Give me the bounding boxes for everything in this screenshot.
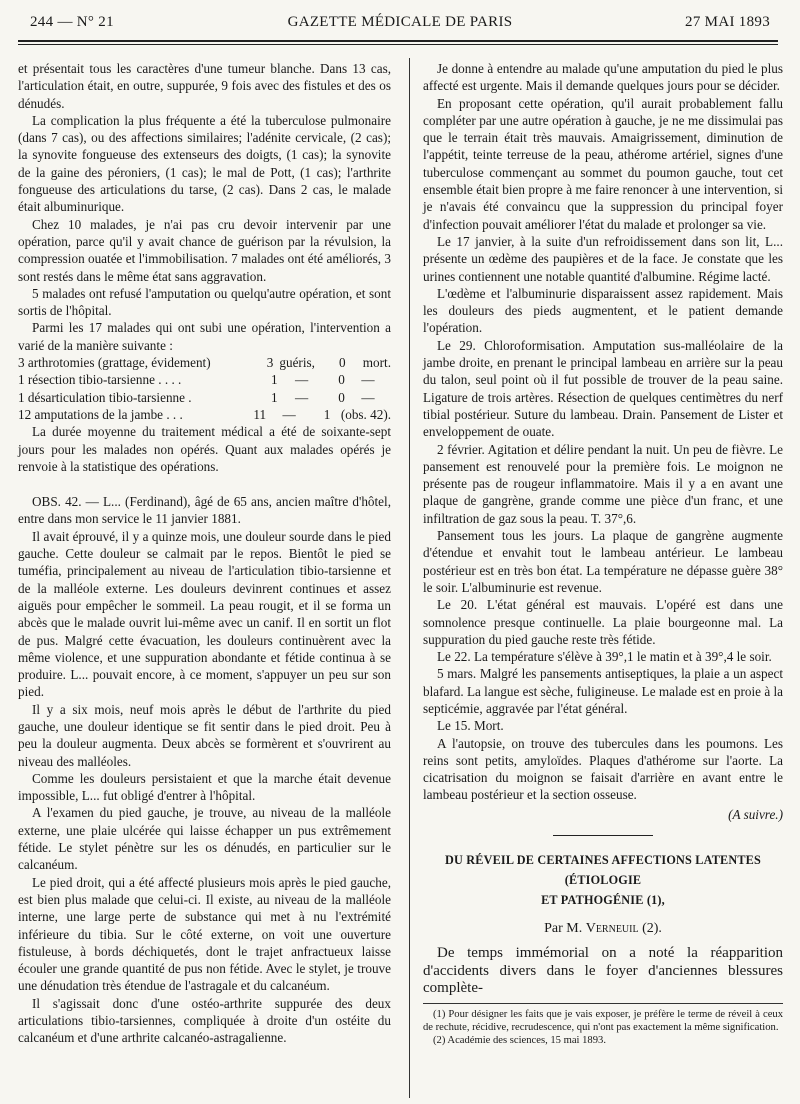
paragraph: En proposant cette opération, qu'il aurait probablement fallu compléter par une autre opération à gauche, je ne me dissimulai pas que le terrain était très mauvais. Amaigrissement, diminution de l'appétit, teinte terreuse de la peau, athérome artériel, signes d'une tuberculose commençant au sommet du poumon gauche, tout cet ensemble était bien propre à me faire renoncer à une intervention, si je n'avais été convaincu que la suppression du principal foyer d'infection pouvait améliorer l'état du malade et prolonger sa vie.: [423, 95, 783, 232]
paragraph: 5 mars. Malgré les pansements antiseptiques, la plaie a un aspect blafard. La langue est sèche, fuligineuse. Le malade est en proie à la septicémie, aggravée par l'état général.: [423, 666, 783, 716]
journal-title: GAZETTE MÉDICALE DE PARIS: [287, 14, 513, 30]
paragraph: Il avait éprouvé, il y a quinze mois, une douleur sourde dans le pied gauche. Cette douleur se calmait par le repos. Bientôt le pied se tuméfia, principalement au niveau de l'articulation tibio-tarsienne et de la malléole externe. Les douleurs devinrent continues et assez aiguës pour empêcher le sommeil. La peau rougit, et il se forma un abcès que le malade ouvrit lui-même avec un canif. Il en sortit un flot de pus. Malgré cette évacuation, les douleurs continuèrent avec la même violence, et une suppuration abondante et fétide continua à se produire. L... pouvait encore, à ce moment, s'appuyer un peu sur son pied.: [18, 528, 391, 700]
paragraph: 2 février. Agitation et délire pendant la nuit. Un peu de fièvre. Le pansement est renouvelé pour la première fois. Le moignon ne présente pas de rougeur inflammatoire. Mais il y a en avant une plaque de gangrène, grande comme une pièce d'un franc, et une infiltration de gaz sous la peau. T. 37°,6.: [423, 441, 783, 526]
footnote: (2) Académie des sciences, 15 mai 1893.: [433, 1035, 606, 1047]
table-row: 3 arthrotomies (grattage, évidement) 3 guéris, 0 mort.: [18, 355, 392, 371]
article-title-line: DU RÉVEIL DE CERTAINES AFFECTIONS LATENTES (ÉTIOLOGIE: [444, 853, 761, 888]
paragraph: Le 29. Chloroformisation. Amputation sus-malléolaire de la jambe droite, en prenant le principal lambeau en arrière sur la peau du talon, seul point où il fut possible de trouver de la peau saine. Ligature de trois artères. Résection de quelques centimètres du nerf tibial postérieur. Suture du lambeau. Drain. Pansement de Lister et enveloppement de ouate.: [423, 337, 783, 440]
paragraph: Je donne à entendre au malade qu'une amputation du pied le plus affecté est urgente. Mais il demande quelques jours pour se décider.: [423, 61, 783, 94]
paragraph: Le 17 janvier, à la suite d'un refroidissement dans son lit, L... présente un œdème des paupières et de la face. Je constate que les urines contiennent une notable quantité d'albumine. Régime lacté.: [423, 233, 783, 284]
article-author: [423, 920, 783, 937]
author-prefix: Par M.: [544, 921, 583, 937]
paragraph: Il s'agissait donc d'une ostéo-arthrite suppurée des deux articulations tibio-tarsiennes, compliquée à droite d'un ostéite du calcanéum et d'une arthrite calcanéo-astragalienne.: [18, 995, 391, 1046]
observation-heading: OBS. 42. — L... (Ferdinand), âgé de 65 ans, ancien maître d'hôtel, entre dans mon service le 11 janvier 1881.: [18, 494, 391, 527]
paragraph: Le pied droit, qui a été affecté plusieurs mois après le pied gauche, est bien plus malade que celui-ci. Il existe, au niveau de la malléole interne, une large perte de substance qui met à nu l'extrémité inférieure du tibia. Sur le côté externe, on voit une ouverture fistuleuse, à bords déchiquetés, dont le trajet anfractueux laisse écouler une grande quantité de pus non fétide. Avec le stylet, je trouve une dénudation très étendue de l'astragale et du calcanéum.: [18, 874, 391, 994]
operations-table: [18, 354, 391, 423]
paragraph: Parmi les 17 malades qui ont subi une opération, l'intervention a varié de la manière suivante :: [18, 320, 391, 353]
table-row: 1 désarticulation tibio-tarsienne . 1 — 0 —: [18, 389, 375, 405]
article-title: [423, 850, 783, 910]
header-rule-thin: [18, 44, 778, 45]
paragraph: Le 15. Mort.: [437, 718, 504, 734]
paragraph: Comme les douleurs persistaient et que la marche était devenue impossible, L... fut obligé d'entrer à l'hôpital.: [18, 770, 391, 804]
paragraph: et présentait tous les caractères d'une tumeur blanche. Dans 13 cas, l'articulation était, en outre, suppurée, 9 fois avec des fistules et des os dénudés.: [18, 61, 391, 111]
paragraph: La durée moyenne du traitement médical a été de soixante-sept jours pour les malades non opérés. Quant aux malades opérés je renvoie à la statistique des opérations.: [18, 424, 391, 474]
table-row: 12 amputations de la jambe . . . 11 — 1 (obs. 42).: [18, 406, 392, 422]
footnotes: [423, 1003, 783, 1047]
paragraph: Chez 10 malades, je n'ai pas cru devoir intervenir par une opération, parce qu'il y avait chance de guérison par la révulsion, la compression ouatée et l'immobilisation. 7 malades ont été améliorés, 3 sont restés dans le même état sans aggravation.: [18, 216, 391, 284]
paragraph: A l'examen du pied gauche, je trouve, au niveau de la malléole externe, une plaie ulcérée qui laisse échapper un pus extrêmement fétide. Le stylet pénètre sur les os dénudés, en particulier sur le calcanéum.: [18, 805, 391, 873]
author-note: (2).: [642, 921, 662, 937]
paragraph: 5 malades ont refusé l'amputation ou quelqu'autre opération, et sont sortis de l'hôpital.: [18, 285, 391, 319]
footnote: (1) Pour désigner les faits que je vais exposer, je préfère le terme de réveil à ceux de rechute, récidive, recrudescence, qui n'ont pas exactement la même signification.: [423, 1009, 783, 1034]
paragraph: Pansement tous les jours. La plaque de gangrène augmente d'étendue et envahit tout le lambeau antérieur. Le lambeau postérieur est en très bon état. La température ne dépasse guère 38° le soir. L'albuminurie est revenue.: [423, 528, 783, 595]
continued-note: (A suivre.): [728, 806, 783, 822]
article-title-line: ET PATHOGÉNIE (1),: [541, 893, 665, 908]
paragraph: La complication la plus fréquente a été la tuberculose pulmonaire (dans 7 cas), ou des affections similaires; l'adénite cervicale, (2 cas); la synovite fongueuse des extenseurs des doigts, (1 cas); la synovite de la gaine des péroniers, (1 cas); le mal de Pott, (1 cas); l'arthrite fongueuse des articulations du tarse, (2 cas). Dans 2 cas, le malade était albuminurique.: [18, 112, 391, 215]
paragraph: Le 20. L'état général est mauvais. L'opéré est dans une somnolence presque continuelle. La plaie bourgeonne mal. La suppuration du pied gauche reste très fétide.: [423, 597, 783, 647]
paragraph: A l'autopsie, on trouve des tubercules dans les poumons. Les reins sont petits, amyloïdes. Plaques d'athérome sur l'aorte. La cicatrisation du moignon se faisait d'arrière en avant entre le lambeau postérieur et la section osseuse.: [423, 735, 783, 803]
paragraph: De temps immémorial on a noté la réapparition d'accidents divers dans le foyer d'anciennes blessures complète-: [423, 945, 783, 996]
section-separator: [553, 835, 653, 836]
issue-date: 27 MAI 1893: [685, 14, 770, 30]
table-row: 1 résection tibio-tarsienne . . . . 1 — 0 —: [18, 372, 375, 388]
right-column: [423, 60, 783, 1047]
header-rule: [18, 40, 778, 42]
column-divider: [409, 58, 410, 1098]
paragraph: Il y a six mois, neuf mois après le début de l'arthrite du pied gauche, une douleur identique se fit sentir dans le pied droit. Peu à peu la douleur augmenta. Deux abcès se formèrent et s'ouvrirent au niveau des malléoles.: [18, 701, 391, 769]
paragraph: L'œdème et l'albuminurie disparaissent assez rapidement. Mais les douleurs des pieds augmentent, et le patient demande l'opération.: [423, 285, 783, 336]
left-column: [18, 60, 391, 1047]
page-number: 244 — N° 21: [30, 14, 114, 30]
page-header: [30, 14, 770, 36]
paragraph: Le 22. La température s'élève à 39°,1 le matin et à 39°,4 le soir.: [437, 649, 772, 665]
author-name: Verneuil: [585, 921, 639, 937]
